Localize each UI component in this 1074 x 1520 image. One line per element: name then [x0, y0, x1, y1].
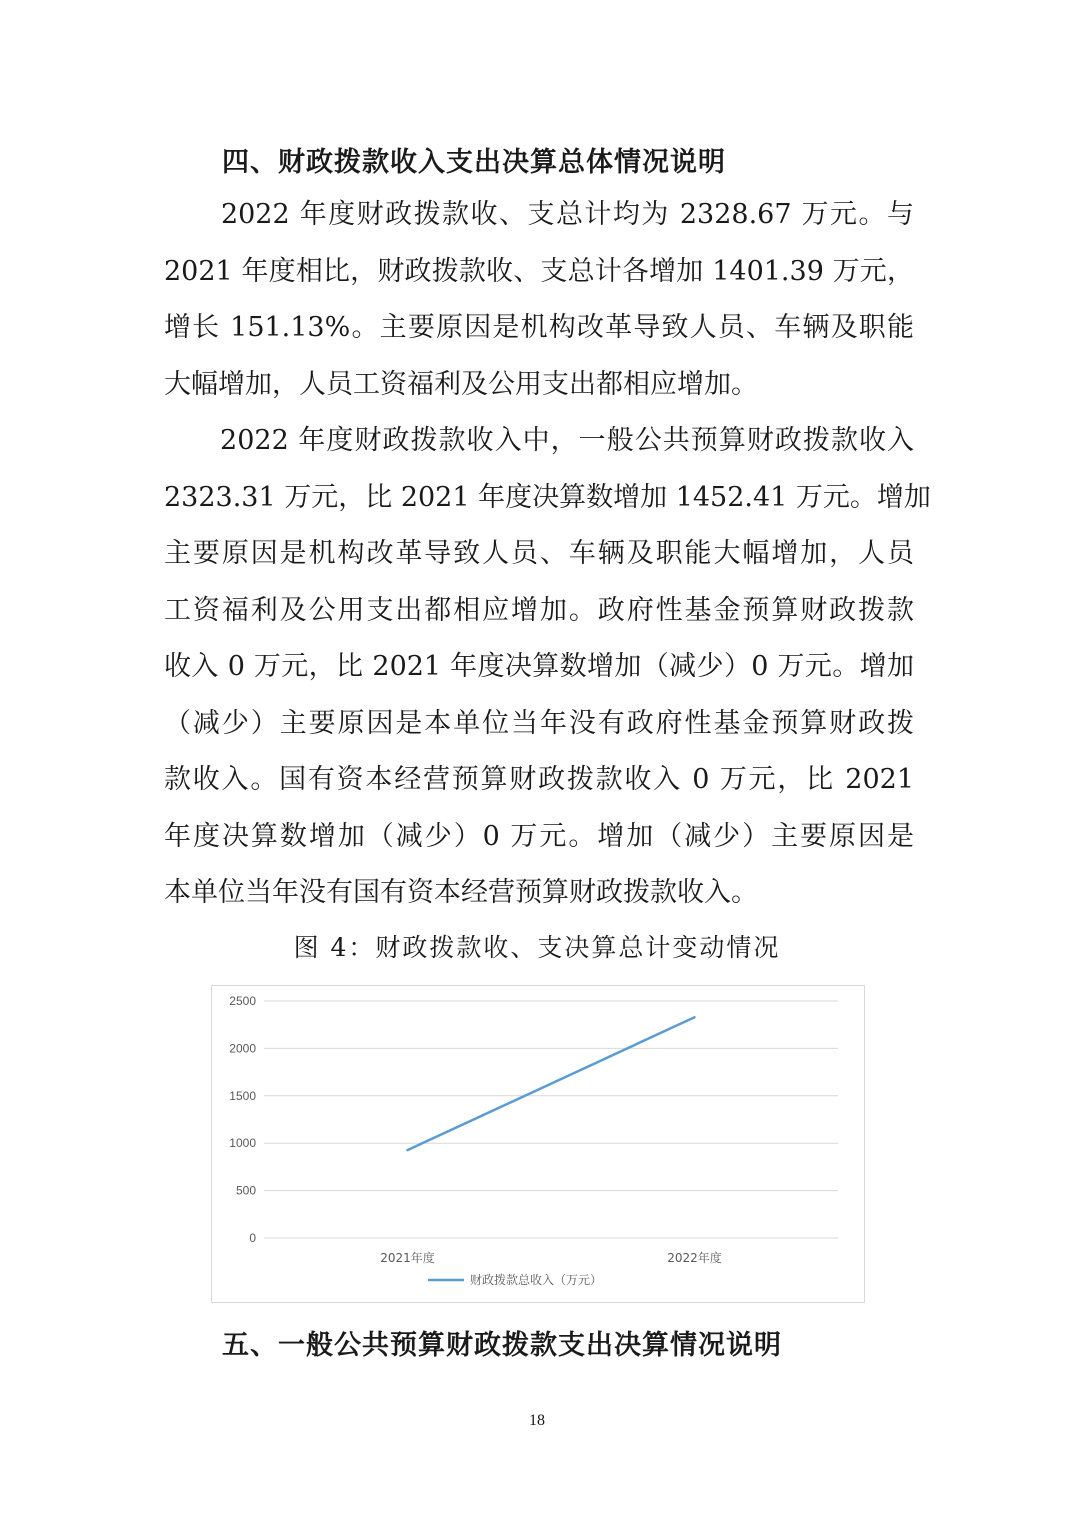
y-tick-label: 1000 [229, 1136, 256, 1151]
series-line [408, 1017, 695, 1150]
paragraph-1 [164, 187, 914, 413]
section-4-heading: 四、财政拨款收入支出决算总体情况说明 [222, 147, 726, 178]
paragraph-2-line: 2022 年度财政拨款收入中，一般公共预算财政拨款收入 [164, 425, 914, 456]
paragraph-2-line: 工资福利及公用支出都相应增加。政府性基金预算财政拨款 [164, 594, 914, 626]
paragraph-2-line: （减少）主要原因是本单位当年没有政府性基金预算财政拨 [164, 707, 914, 739]
paragraph-2-line: 收入 0 万元，比 2021 年度决算数增加（减少）0 万元。增加 [164, 651, 914, 682]
chart-canvas [212, 986, 864, 1302]
x-tick-label: 2022年度 [667, 1251, 722, 1265]
paragraph-1-line: 大幅增加，人员工资福利及公用支出都相应增加。 [164, 368, 758, 400]
page-number: 18 [529, 1412, 545, 1429]
paragraph-2-line: 本单位当年没有国有资本经营预算财政拨款收入。 [164, 877, 758, 908]
section-5-heading: 五、一般公共预算财政拨款支出决算情况说明 [222, 1330, 782, 1361]
legend-label: 财政拨款总收入（万元） [470, 1273, 603, 1287]
paragraph-1-line: 2021 年度相比，财政拨款收、支总计各增加 1401.39 万元， [164, 255, 914, 287]
y-tick-label: 0 [249, 1231, 256, 1245]
paragraph-2-line: 2323.31 万元，比 2021 年度决算数增加 1452.41 万元。增加 [164, 481, 931, 513]
paragraph-1-line: 增长 151.13%。主要原因是机构改革导致人员、车辆及职能 [164, 312, 914, 343]
paragraph-2-line: 款收入。国有资本经营预算财政拨款收入 0 万元，比 2021 [164, 764, 914, 795]
x-tick-label: 2021年度 [380, 1251, 435, 1265]
y-tick-label: 2500 [229, 994, 256, 1008]
paragraph-1-line: 2022 年度财政拨款收、支总计均为 2328.67 万元。与 [164, 199, 914, 230]
paragraph-2 [164, 413, 931, 922]
y-tick-label: 1500 [229, 1088, 256, 1103]
figure-caption: 图 4：财政拨款收、支决算总计变动情况 [293, 933, 781, 962]
paragraph-2-line: 主要原因是机构改革导致人员、车辆及职能大幅增加，人员 [164, 538, 914, 569]
y-tick-label: 500 [235, 1183, 256, 1198]
y-tick-label: 2000 [229, 1041, 256, 1056]
line-chart [211, 985, 865, 1303]
paragraph-2-line: 年度决算数增加（减少）0 万元。增加（减少）主要原因是 [164, 820, 914, 852]
